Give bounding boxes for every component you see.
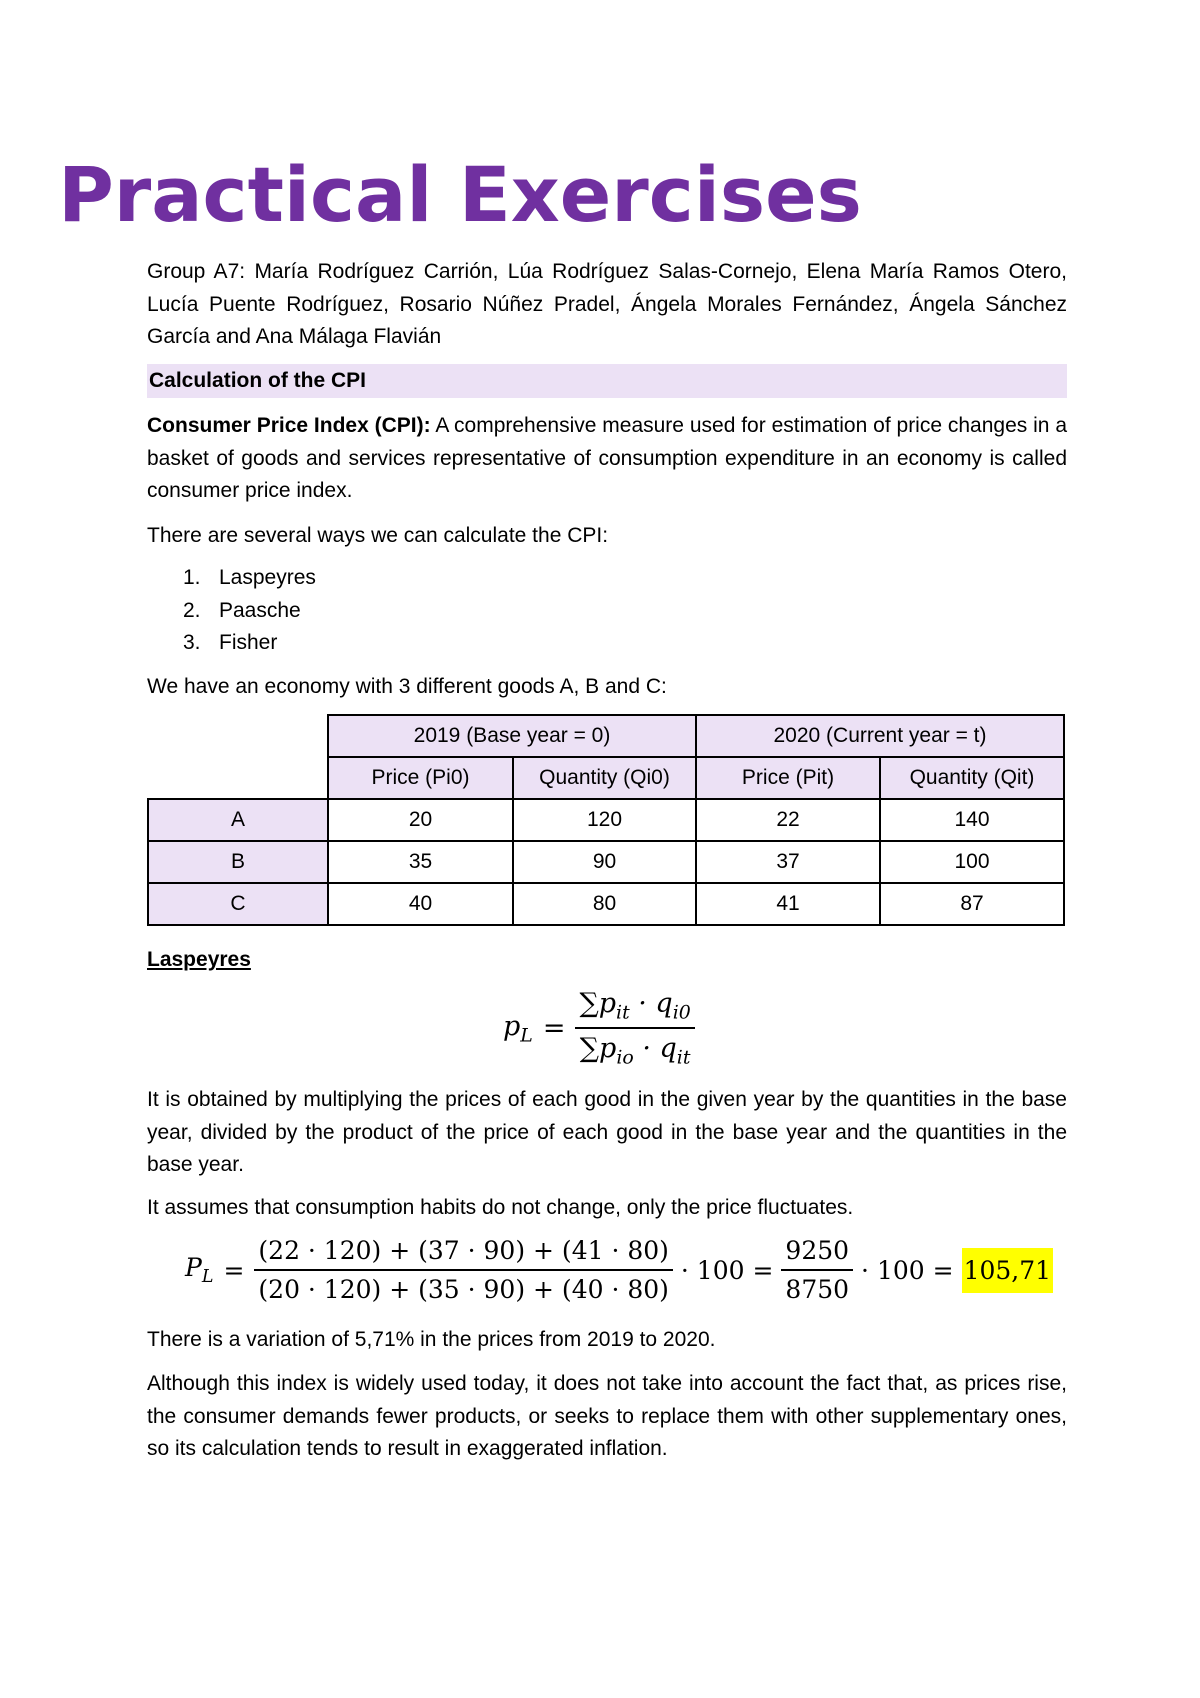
table-cell: 120 xyxy=(513,799,696,841)
economy-intro: We have an economy with 3 different goods A, B and C: xyxy=(147,675,667,698)
table-row xyxy=(148,841,1064,883)
table-cell: 22 xyxy=(696,799,880,841)
variation-text: There is a variation of 5,71% in the prices from 2019 to 2020. xyxy=(147,1328,716,1351)
formula-fraction: $\frac{\sum p_{it} \cdot q_{i0}}{\sum p_{io} \cdot q_{it}}$ xyxy=(575,988,694,1069)
laspeyres-explanation: It is obtained by multiplying the prices of each good in the given year by the quantities in the base year, divided by the product of the price of each good in the base year and the quantities in the base year. xyxy=(147,1088,1067,1176)
section-heading: Calculation of the CPI xyxy=(149,369,367,392)
table-row xyxy=(148,799,1064,841)
table-cell: 87 xyxy=(880,883,1064,925)
list-item: 2. Paasche xyxy=(183,598,301,622)
table-header-cell: Quantity (Qit) xyxy=(880,757,1064,799)
table-header-cell: Price (Pi0) xyxy=(328,757,513,799)
formula-lhs: $p_L$ xyxy=(503,1010,533,1047)
calc-fraction-simplified: $\frac{9250}{8750}$ xyxy=(781,1236,853,1304)
result-highlight: 105,71 xyxy=(962,1248,1053,1293)
table-cell: 80 xyxy=(513,883,696,925)
good-label: C xyxy=(148,883,328,925)
group-header-current: 2020 (Current year = t) xyxy=(696,715,1064,757)
table-cell: 35 xyxy=(328,841,513,883)
section-heading-band xyxy=(147,364,1067,398)
cpi-definition-text: A comprehensive measure used for estimation of price changes in a basket of goods and services representative of consumption expenditure in an economy is called consumer price index. xyxy=(147,414,1068,502)
cpi-term: Consumer Price Index (CPI): xyxy=(147,414,431,437)
good-label: A xyxy=(148,799,328,841)
ways-intro: There are several ways we can calculate the CPI: xyxy=(147,524,609,547)
table-row xyxy=(148,883,1064,925)
table-cell: 37 xyxy=(696,841,880,883)
laspeyres-calculation: $P_L$ = $\frac{(22 \cdot 120) + (37 \cdot 90) + (41 \cdot 80)}{(20 \cdot 120) + (35 \cdot 90) + (40 \cdot 80)}$ · 100 = $\frac{9250}{8750}$ · 100 = 105,71 xyxy=(185,1236,1052,1304)
laspeyres-heading: Laspeyres xyxy=(147,948,251,971)
table-header-cell: Price (Pit) xyxy=(696,757,880,799)
table-cell: 140 xyxy=(880,799,1064,841)
list-item: 3. Fisher xyxy=(183,631,278,654)
table-cell: 41 xyxy=(696,883,880,925)
table-cell: 40 xyxy=(328,883,513,925)
goods-table xyxy=(147,714,1065,926)
good-label: B xyxy=(148,841,328,883)
list-item: 1. Laspeyres xyxy=(183,566,316,589)
calc-fraction: $\frac{(22 \cdot 120) + (37 \cdot 90) + (41 \cdot 80)}{(20 \cdot 120) + (35 \cdot 90) + (40 \cdot 80)}$ xyxy=(254,1236,673,1304)
authors-paragraph: Group A7: María Rodríguez Carrión, Lúa Rodríguez Salas-Cornejo, Elena María Ramos Otero, Lucía Puente Rodríguez, Rosario Núñez Pradel, Ángela Morales Fernández, Ángela Sánchez García and Ana Málaga Flavián xyxy=(147,260,1067,348)
table-group-header-row xyxy=(148,715,1064,757)
table-cell: 100 xyxy=(880,841,1064,883)
laspeyres-assumption: It assumes that consumption habits do not change, only the price fluctuates. xyxy=(147,1196,854,1219)
cpi-definition xyxy=(147,410,1067,508)
laspeyres-formula: $p_L$ = $\frac{\sum p_{it} \cdot q_{i0}}{\sum p_{io} \cdot q_{it}}$ xyxy=(503,988,695,1069)
laspeyres-critique: Although this index is widely used today, it does not take into account the fact that, as prices rise, the consumer demands fewer products, or seeks to replace them with other supplementary ones, so its calculation tends to result in exaggerated inflation. xyxy=(147,1372,1067,1460)
calc-lhs: $P_L$ xyxy=(185,1253,214,1287)
group-header-base: 2019 (Base year = 0) xyxy=(328,715,696,757)
methods-list xyxy=(183,562,316,660)
table-cell: 90 xyxy=(513,841,696,883)
table-cell: 20 xyxy=(328,799,513,841)
table-header-cell: Quantity (Qi0) xyxy=(513,757,696,799)
page-title: Practical Exercises xyxy=(58,150,862,239)
table-sub-header-row xyxy=(148,757,1064,799)
